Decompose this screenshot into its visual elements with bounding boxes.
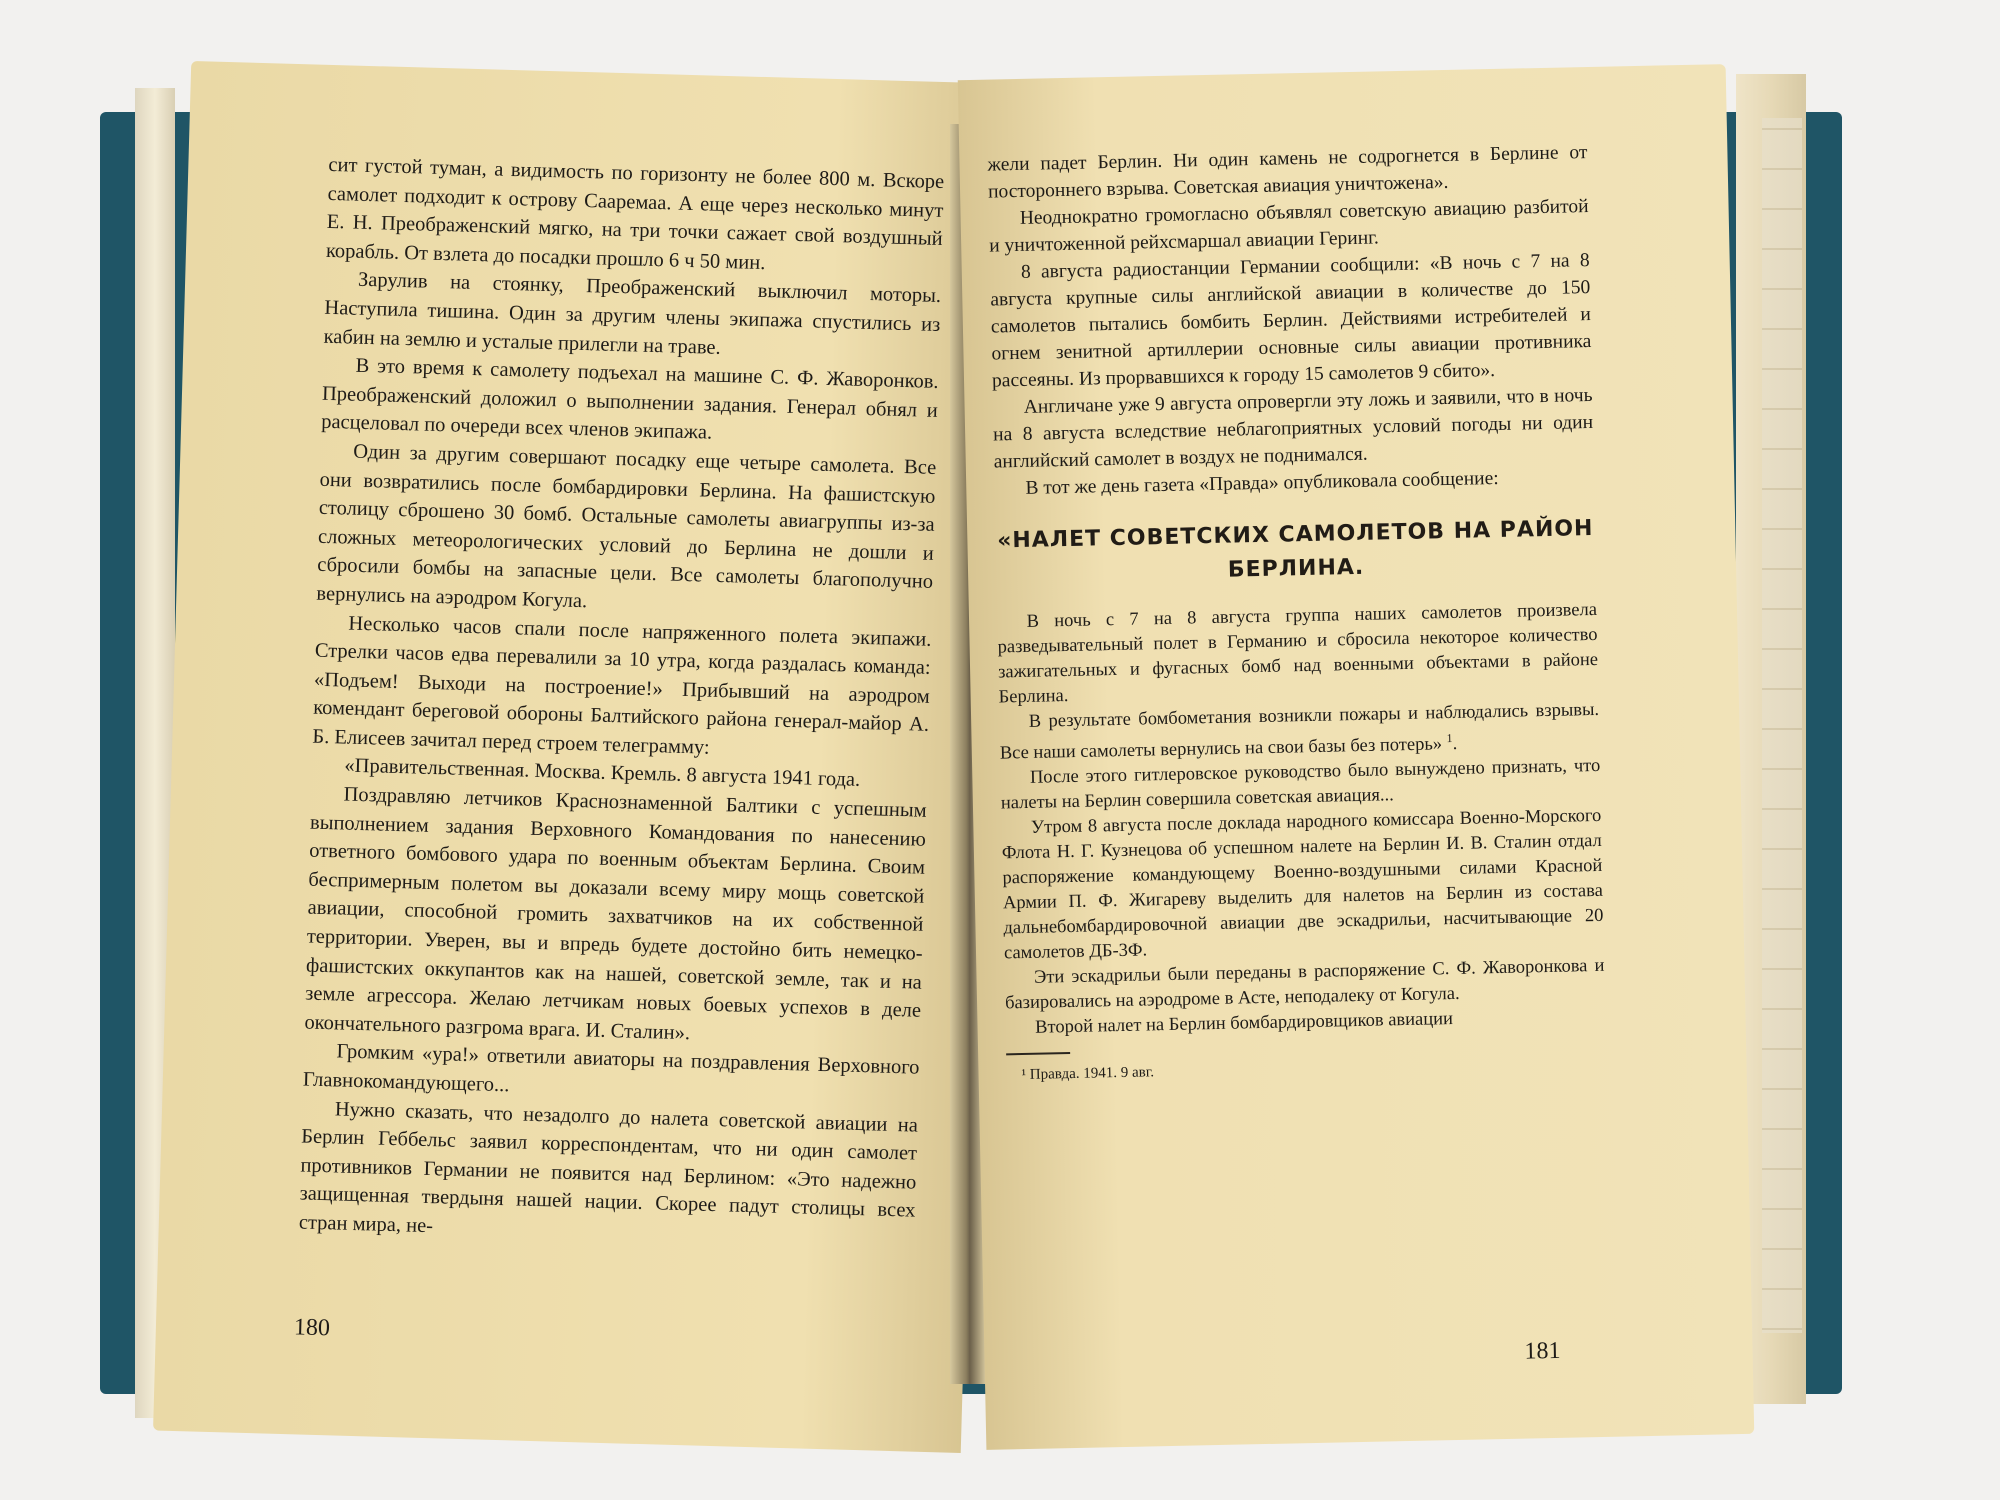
paragraph-text: В результате бомбометания возникли пожары и наблюдались взрывы. Все наши самолеты вернулись на свои базы без потерь» [999,699,1600,764]
paragraph: жели падет Берлин. Ни один камень не содрогнется в Берлине от постороннего взрыва. Советская авиация уничтожена». [987,142,1588,203]
paragraph: Один за другим совершают посадку еще четыре самолета. Все они возвратились после бомбардировки Берлина. На фашистскую столицу сброшено 30 бомб. Остальные самолеты авиагруппы из-за сложных метеорологических условий до Берлина не дошли и сбросили бомбы на запасные цели. Все самолеты благополучно вернулись на аэродром Когула. [316,440,937,613]
footnote-divider [1006,1052,1070,1055]
paragraph: В тот же день газета «Правда» опубликовала сообщение: [1025,467,1499,499]
paragraph: 8 августа радиостанции Германии сообщили: «В ночь с 7 на 8 августа крупные силы английской авиации в количестве до 150 самолетов пытались бомбить Берлин. Действиями истребителей и огнем зенитной артиллерии основные силы авиации противника рассеяны. Из прорвавшихся к городу 15 самолетов 9 сбито». [990,250,1592,392]
left-page-text [298,151,944,1254]
paragraph: Нужно сказать, что незадолго до налета советской авиации на Берлин Геббельс заявил корреспондентам, что ни один самолет противников Германии не появится над Берлином: «Это надежно защищенная твердыня нашей нации. Скорее падут столицы всех стран мира, не- [298,1098,919,1238]
newspaper-quote [997,598,1606,1042]
paragraph: Громким «ура!» ответили авиаторы на поздравления Верховного Главнокомандующего... [302,1040,920,1097]
paragraph: сит густой туман, а видимость по горизонту не более 800 м. Вскоре самолет подходит к острову Сааремаа. А еще через несколько минут Е. Н. Преображенский мягко, на три точки сажает свой воздушный корабль. От взлета до посадки прошло 6 ч 50 мин. [325,153,945,274]
paragraph: В ночь с 7 на 8 августа группа наших самолетов произвела разведывательный полет в Германию и сбросила некоторое количество зажигательных и фугасных бомб над военными объектами в районе Берлина. [997,599,1599,708]
left-page [153,61,999,1453]
page-number-right: 181 [1524,1337,1561,1365]
footnote-marker: 1 [1446,730,1453,746]
paragraph: Второй налет на Берлин бомбардировщиков авиации [1034,1009,1454,1038]
paragraph: Зарулив на стоянку, Преображенский выключил моторы. Наступила тишина. Один за другим члены экипажа спустились из кабин на землю и усталые прилегли на траве. [323,269,942,359]
paragraph: В это время к самолету подъехал на машине С. Ф. Жаворонков. Преображенский доложил о выполнении задания. Генерал обнял и расцеловал по очереди всех членов экипажа. [320,354,939,445]
paragraph: В результате бомбометания возникли пожары и наблюдались взрывы. Все наши самолеты вернулись на свои базы без потерь» $^1$. [999,699,1600,764]
paragraph: Поздравляю летчиков Краснознаменной Балтики с успешным выполнением задания Верховного Командования по нанесению ответного бомбового удара по военным объектам Берлина. Своим беспримерным полетом вы доказали всему миру мощь советской авиации, способной громить захватчиков на их собственной территории. Уверен, вы и впредь будете достойно бить немецко-фашистских оккупантов как на нашей, советской земле, так и на земле агрессора. Желаю летчикам новых боевых успехов в деле окончательного разгрома врага. И. Сталин». [304,783,927,1045]
paragraph: Эти эскадрильи были переданы в распоряжение С. Ф. Жаворонкова и базировались на аэродроме в Асте, неподалеку от Когула. [1004,956,1605,1014]
paragraph: Англичане уже 9 августа опровергли эту ложь и заявили, что в ночь на 8 августа вследствие неблагоприятных условий погоды ни один английский самолет в воздух не поднимался. [992,384,1594,473]
right-page-text [987,139,1606,1086]
newspaper-headline: «НАЛЕТ СОВЕТСКИХ САМОЛЕТОВ НА РАЙОН БЕРЛИНА. [996,515,1594,583]
right-page [958,64,1755,1450]
paragraph: Несколько часов спали после напряженного полета экипажи. Стрелки часов едва перевалили за 10 утра, когда раздалась команда: «Подъем! Выходи на построение!» Прибывший на аэродром комендант береговой обороны Балтийского района генерал-майор А. Б. Елисеев зачитал перед строем телеграмму: [312,612,932,759]
paragraph: После этого гитлеровское руководство было вынуждено признать, что налеты на Берлин совершила советская авиация... [1000,756,1601,814]
page-number-left: 180 [293,1314,331,1342]
paragraph: Неоднократно громогласно объявлял советскую авиацию разбитой и уничтоженной рейхсмаршал авиации Геринг. [988,196,1589,257]
right-cover-edge [1762,118,1802,1333]
paragraph: «Правительственная. Москва. Кремль. 8 августа 1941 года. [344,755,861,792]
footnote: ¹ Правда. 1941. 9 авг. [1021,1064,1155,1084]
paragraph: Утром 8 августа после доклада народного комиссара Военно-Морского Флота Н. Г. Кузнецова об успешном налете на Берлин И. В. Сталин отдал распоряжение командующему Военно-воздушными силами Красной Армии П. Ф. Жигареву выделить для налетов на Берлин из состава дальнебомбардировочной авиации две эскадрильи, насчитывающие 20 самолетов ДБ-3Ф. [1001,806,1604,964]
